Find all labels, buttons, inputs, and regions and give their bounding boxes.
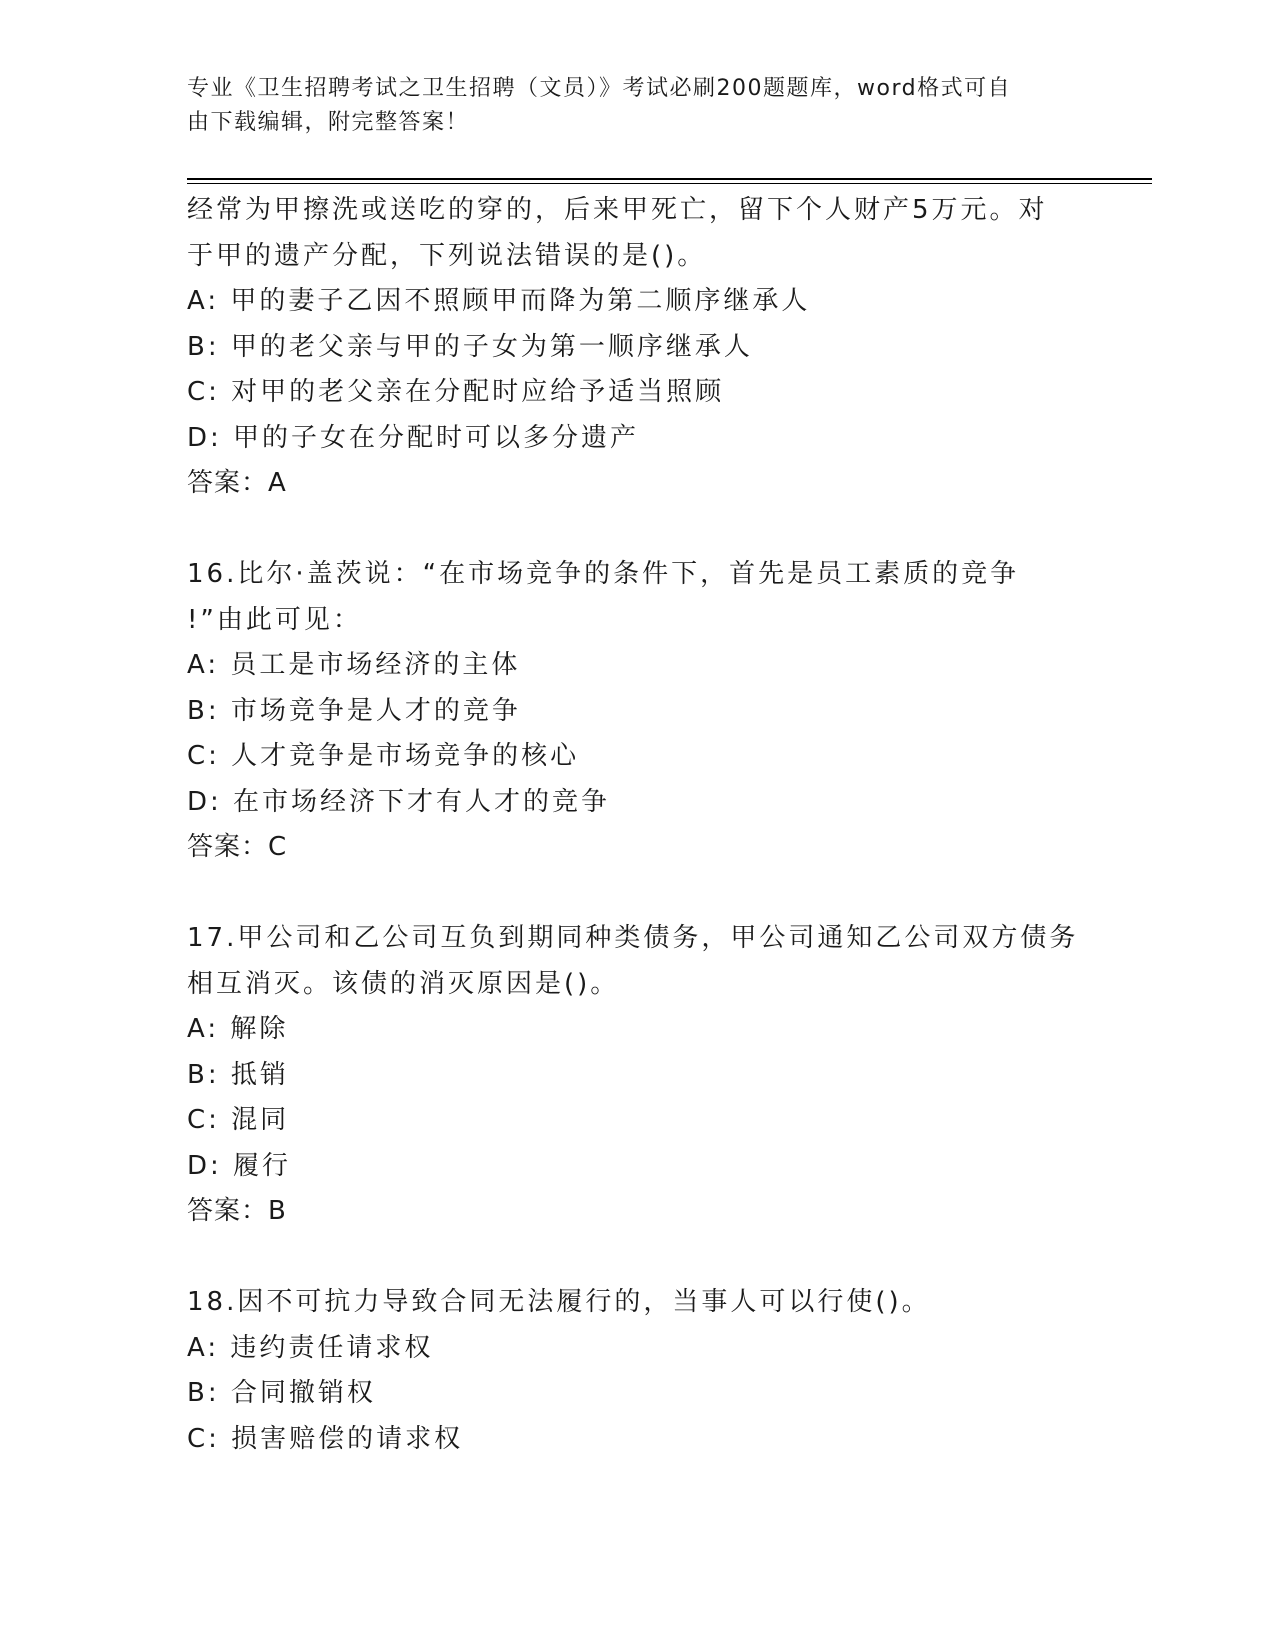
answer-line: 答案：A: [187, 468, 287, 498]
option-a: A: 甲的妻子乙因不照顾甲而降为第二顺序继承人: [187, 286, 811, 316]
question-15: [187, 188, 1087, 507]
header-divider-thin: [187, 183, 1152, 184]
answer-line: 答案：C: [187, 832, 288, 862]
option-b: B: 抵销: [187, 1059, 289, 1090]
question-text-line: 相互消灭。该债的消灭原因是()。: [187, 968, 620, 999]
option-a: A: 违约责任请求权: [187, 1332, 434, 1363]
option-d: D: 履行: [187, 1150, 292, 1181]
question-list: [187, 188, 1087, 1462]
spacer: [187, 1235, 1087, 1281]
question-16: [187, 552, 1087, 871]
option-b: B: 甲的老父亲与甲的子女为第一顺序继承人: [187, 331, 753, 362]
header-divider-thick: [187, 178, 1152, 180]
option-c: C: 人才竞争是市场竞争的核心: [187, 741, 580, 771]
question-text-line: 17.甲公司和乙公司互负到期同种类债务，甲公司通知乙公司双方债务: [187, 923, 1079, 953]
header-title-line-1: 专业《卫生招聘考试之卫生招聘（文员）》考试必刷200题题库，word格式可自: [187, 76, 1012, 101]
option-c: C: 损害赔偿的请求权: [187, 1423, 464, 1454]
document-header: [187, 72, 1067, 140]
spacer: [187, 507, 1087, 553]
spacer: [187, 871, 1087, 917]
question-text-line: !”由此可见：: [187, 604, 362, 635]
option-c: C: 对甲的老父亲在分配时应给予适当照顾: [187, 377, 725, 407]
option-d: D: 甲的子女在分配时可以多分遗产: [187, 422, 640, 453]
option-a: A: 员工是市场经济的主体: [187, 650, 521, 680]
option-b: B: 市场竞争是人才的竞争: [187, 695, 521, 726]
option-d: D: 在市场经济下才有人才的竞争: [187, 786, 611, 817]
question-18: [187, 1280, 1087, 1462]
question-17: [187, 916, 1087, 1235]
header-title-line-2: 由下载编辑，附完整答案！: [187, 110, 470, 135]
question-text-line: 16.比尔·盖茨说：“在市场竞争的条件下，首先是员工素质的竞争: [187, 559, 1020, 589]
option-a: A: 解除: [187, 1014, 289, 1044]
question-text-line: 于甲的遗产分配，下列说法错误的是()。: [187, 240, 707, 271]
answer-line: 答案：B: [187, 1196, 287, 1226]
question-text-line: 18.因不可抗力导致合同无法履行的，当事人可以行使()。: [187, 1287, 931, 1317]
option-b: B: 合同撤销权: [187, 1378, 376, 1408]
question-text-line: 经常为甲擦洗或送吃的穿的，后来甲死亡，留下个人财产5万元。对: [187, 195, 1048, 225]
option-c: C: 混同: [187, 1105, 290, 1135]
